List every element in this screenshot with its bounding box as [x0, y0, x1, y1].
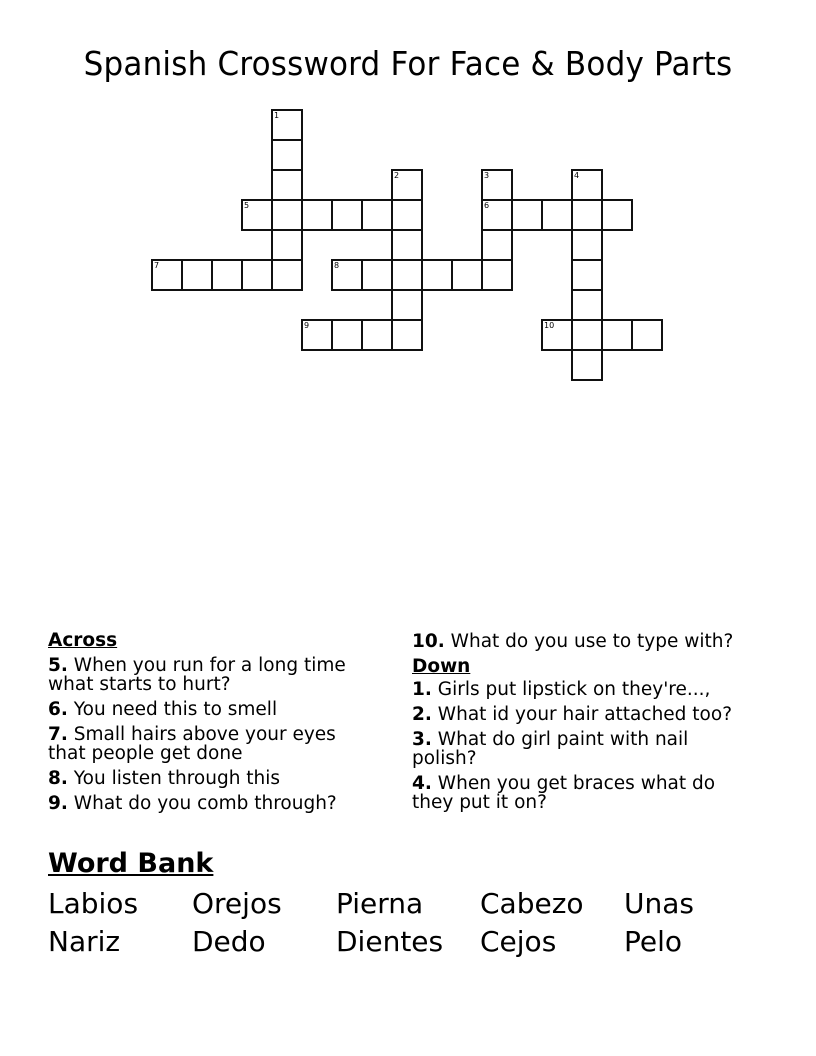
word-bank-item: Cejos	[480, 925, 557, 958]
word-bank-heading: Word Bank	[48, 848, 214, 879]
crossword-cell[interactable]	[271, 109, 303, 141]
down-heading: Down	[412, 656, 471, 677]
clues-right-column	[412, 632, 762, 818]
crossword-cell[interactable]	[331, 319, 363, 351]
crossword-cell[interactable]	[301, 199, 333, 231]
crossword-cell[interactable]	[301, 319, 333, 351]
crossword-cell[interactable]	[211, 259, 243, 291]
word-bank-item: Unas	[624, 887, 694, 920]
clue-down-4: 4. When you get braces what do they put it on?	[412, 773, 716, 813]
crossword-cell[interactable]	[361, 199, 393, 231]
crossword-cell[interactable]	[571, 229, 603, 261]
clue-across-8: 8. You listen through this	[48, 768, 281, 789]
clue-number: 1	[274, 111, 280, 120]
crossword-cell[interactable]	[331, 259, 363, 291]
crossword-cell[interactable]	[601, 319, 633, 351]
crossword-cell[interactable]	[481, 229, 513, 261]
crossword-cell[interactable]	[481, 259, 513, 291]
crossword-cell[interactable]	[631, 319, 663, 351]
clue-across-9: 9. What do you comb through?	[48, 793, 337, 814]
crossword-cell[interactable]	[181, 259, 213, 291]
word-bank-item: Cabezo	[480, 887, 584, 920]
crossword-cell[interactable]	[391, 259, 423, 291]
clue-down-2: 2. What id your hair attached too?	[412, 704, 733, 725]
clue-number: 8	[334, 261, 340, 270]
crossword-cell[interactable]	[601, 199, 633, 231]
clue-across-5: 5. When you run for a long time what starts to hurt?	[48, 655, 346, 695]
clue-number: 5	[244, 201, 250, 210]
crossword-cell[interactable]	[421, 259, 453, 291]
clue-number: 2	[394, 171, 400, 180]
crossword-cell[interactable]	[571, 259, 603, 291]
word-bank-item: Nariz	[48, 925, 121, 958]
crossword-cell[interactable]	[571, 349, 603, 381]
crossword-cell[interactable]	[541, 319, 573, 351]
crossword-cell[interactable]	[391, 229, 423, 261]
word-bank-item: Pelo	[624, 925, 683, 958]
crossword-cell[interactable]	[571, 199, 603, 231]
crossword-cell[interactable]	[451, 259, 483, 291]
crossword-cell[interactable]	[481, 199, 513, 231]
word-bank-row	[48, 887, 768, 925]
clue-number: 3	[484, 171, 490, 180]
crossword-cell[interactable]	[391, 169, 423, 201]
word-bank	[48, 848, 768, 963]
word-bank-item: Dedo	[192, 925, 266, 958]
crossword-cell[interactable]	[571, 169, 603, 201]
word-bank-item: Orejos	[192, 887, 282, 920]
crossword-cell[interactable]	[511, 199, 543, 231]
crossword-cell[interactable]	[151, 259, 183, 291]
crossword-cell[interactable]	[271, 229, 303, 261]
crossword-cell[interactable]	[271, 259, 303, 291]
clue-across-7: 7. Small hairs above your eyes that people get done	[48, 724, 336, 764]
clue-down-3: 3. What do girl paint with nail polish?	[412, 729, 689, 769]
crossword-cell[interactable]	[361, 259, 393, 291]
crossword-cell[interactable]	[241, 199, 273, 231]
crossword-cell[interactable]	[271, 199, 303, 231]
clue-number: 4	[574, 171, 580, 180]
crossword-cell[interactable]	[481, 169, 513, 201]
clue-number: 6	[484, 201, 490, 210]
word-bank-item: Dientes	[336, 925, 444, 958]
clue-number: 7	[154, 261, 160, 270]
crossword-cell[interactable]	[541, 199, 573, 231]
page-title: Spanish Crossword For Face & Body Parts	[83, 44, 733, 83]
clue-number: 10	[544, 321, 555, 330]
crossword-cell[interactable]	[241, 259, 273, 291]
across-heading: Across	[48, 630, 118, 651]
clue-number: 9	[304, 321, 310, 330]
crossword-cell[interactable]	[571, 289, 603, 321]
crossword-cell[interactable]	[391, 199, 423, 231]
crossword-cell[interactable]	[391, 289, 423, 321]
crossword-cell[interactable]	[271, 169, 303, 201]
word-bank-item: Labios	[48, 887, 139, 920]
clues-left-column	[48, 631, 388, 819]
word-bank-row	[48, 925, 768, 963]
crossword-cell[interactable]	[331, 199, 363, 231]
crossword-grid	[0, 0, 816, 400]
clue-down-1: 1. Girls put lipstick on they're...,	[412, 679, 711, 700]
crossword-cell[interactable]	[571, 319, 603, 351]
crossword-cell[interactable]	[391, 319, 423, 351]
clue-across-6: 6. You need this to smell	[48, 699, 278, 720]
crossword-cell[interactable]	[271, 139, 303, 171]
crossword-cell[interactable]	[361, 319, 393, 351]
word-bank-item: Pierna	[336, 887, 424, 920]
clue-across-10: 10. What do you use to type with?	[412, 631, 734, 652]
